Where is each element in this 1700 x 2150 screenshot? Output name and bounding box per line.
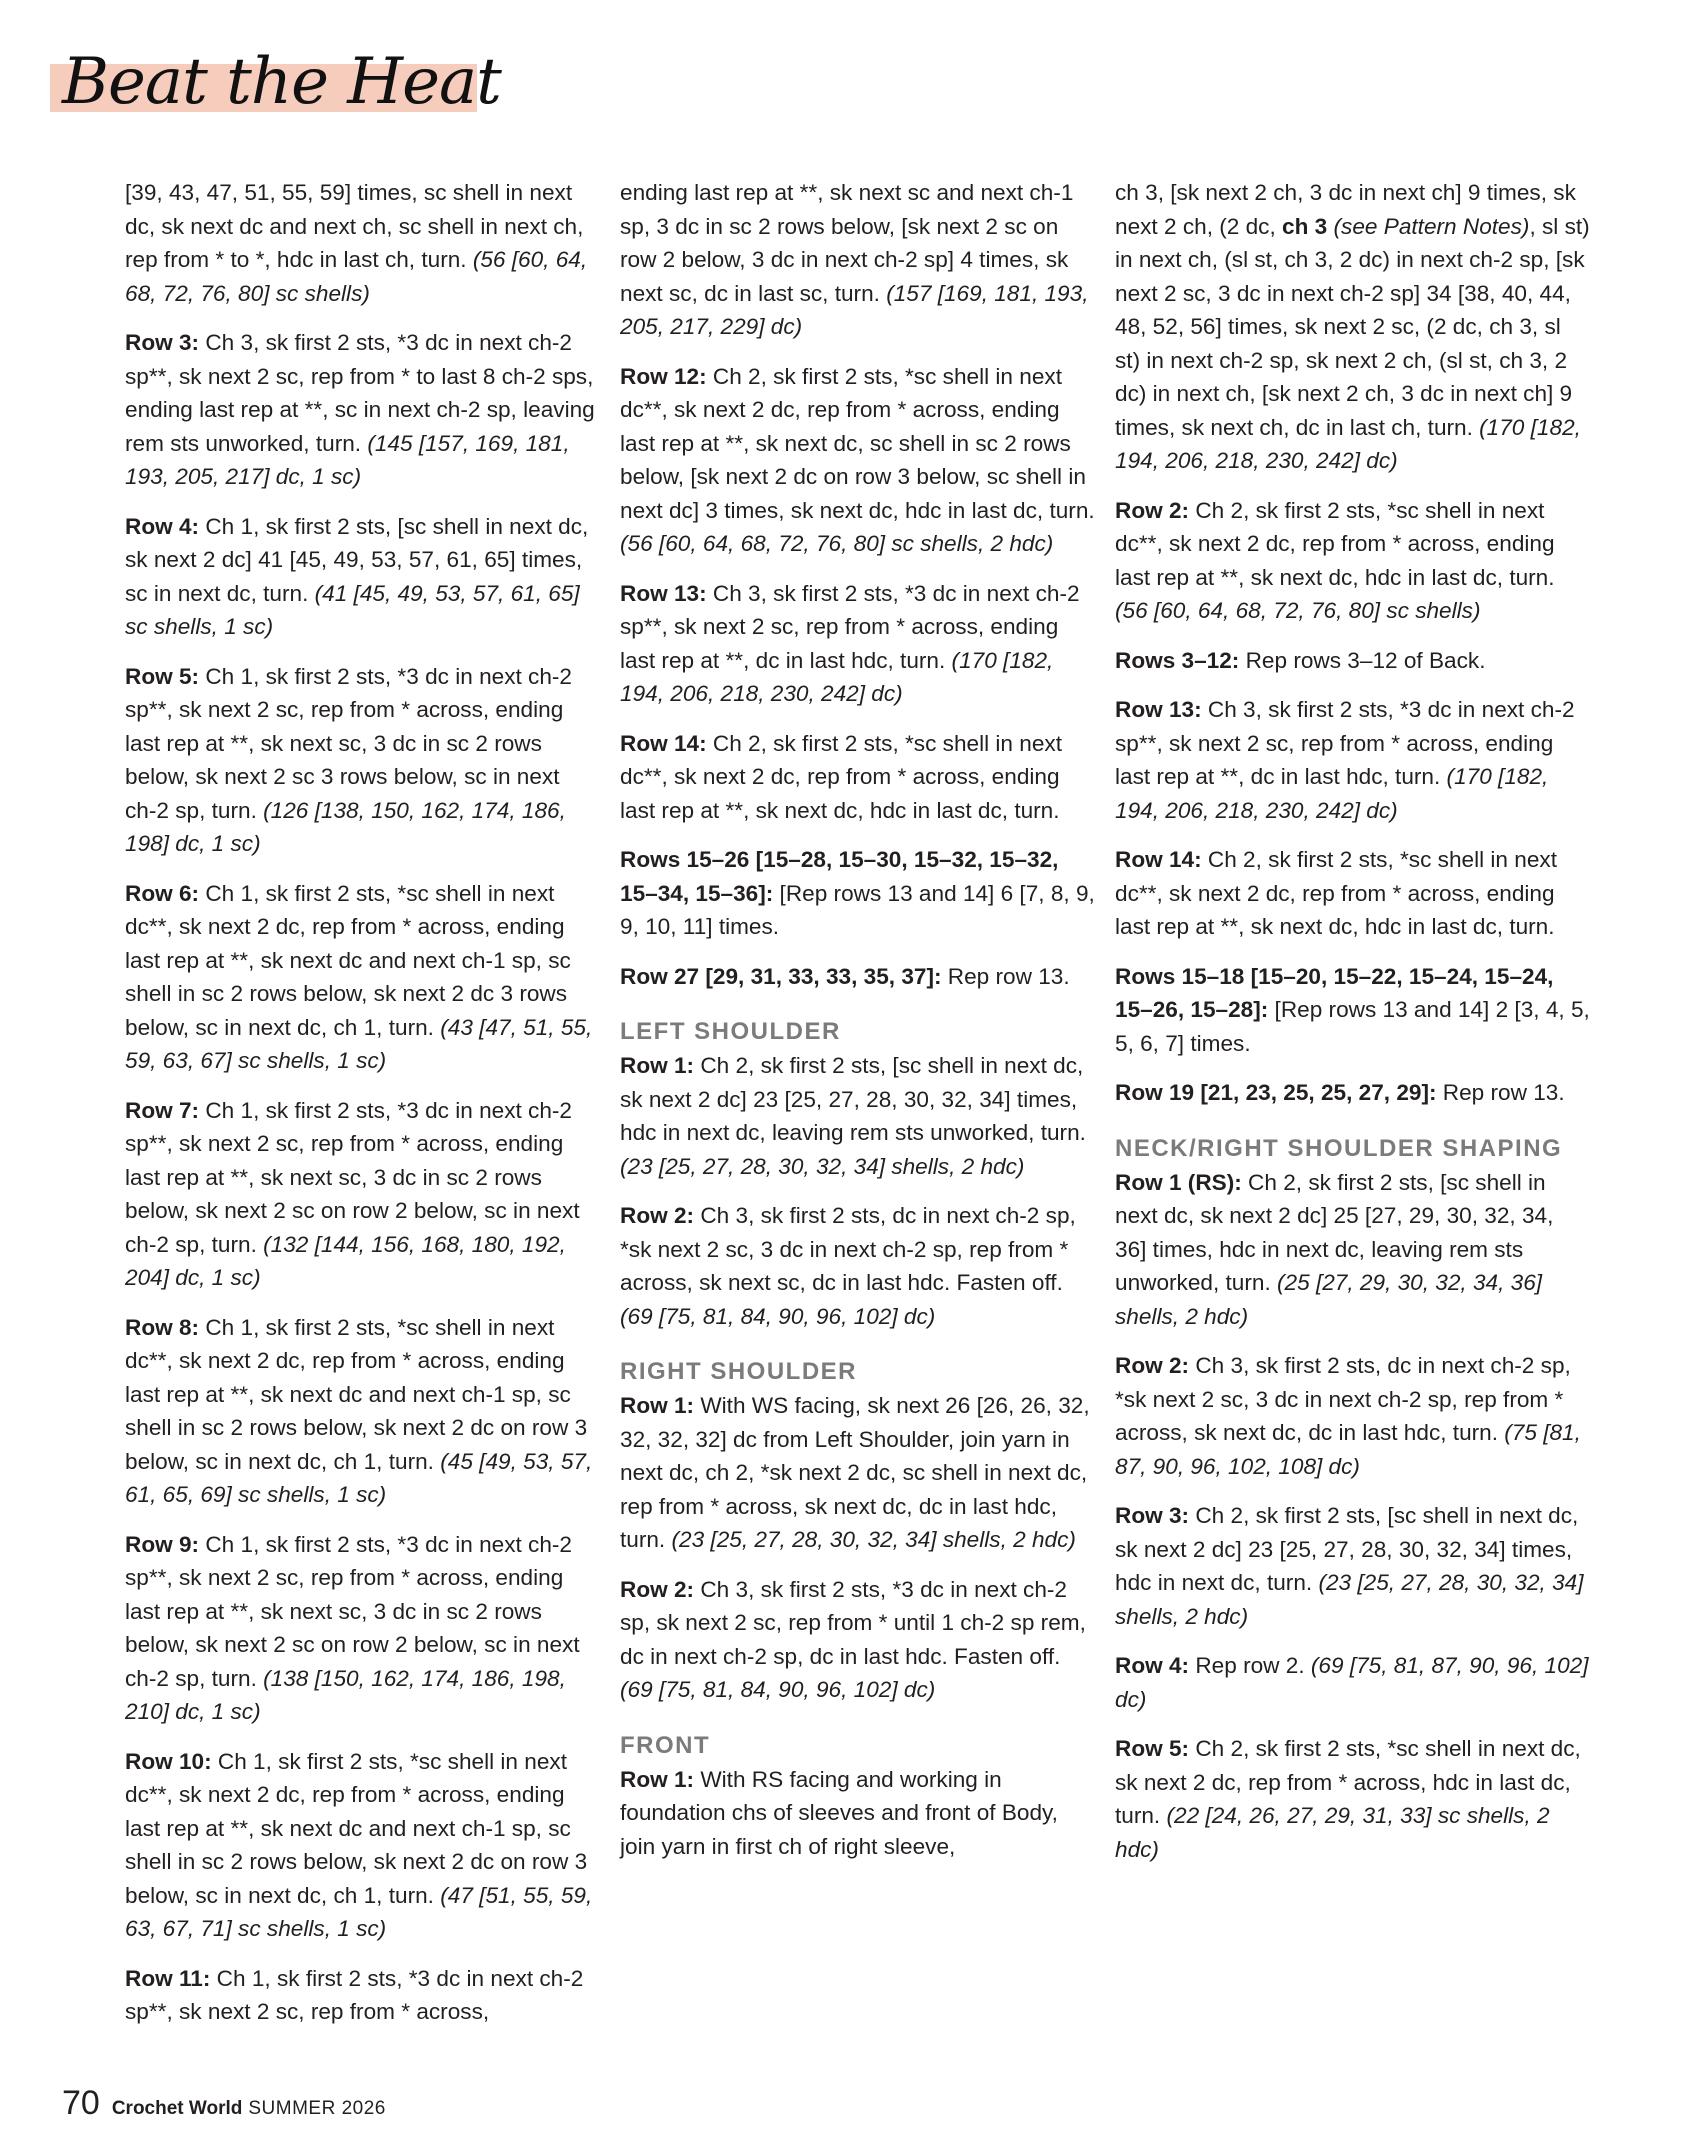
row-text: Ch 1, sk first 2 sts, *sc shell in next dc**, sk next 2 dc, rep from * across, ending last rep at **, sk next dc and next ch-1 sp, sc shell in sc 2 rows below, sk next 2 dc on row 3 below, sc in next dc, ch 1, turn. — [125, 1748, 588, 1908]
row-label: Rows 15–18 [15–20, 15–22, 15–24, 15–24, 15–26, 15–28]: — [1115, 963, 1554, 1022]
row-text: , sl st) in next ch, (sl st, ch 3, 2 dc) in next ch-2 sp, [sk next 2 sc, 3 dc in next ch-2 sp] 34 [38, 40, 44, 48, 52, 56] times, sk next 2 sc, (2 dc, ch 3, sl st) in next ch-2 sp, sk next 2 ch, (sl st, ch 3, 2 dc) in next ch, [sk next 2 ch, 3 dc in next ch] 9 times, sk next ch, dc in last ch, turn. — [1115, 213, 1590, 440]
pattern-row — [620, 960, 1098, 994]
row-label: Row 9: — [125, 1531, 200, 1557]
stitch-count: (23 [25, 27, 28, 30, 32, 34] shells, 2 hdc) — [671, 1527, 1076, 1552]
row-label: Row 2: — [1115, 1353, 1190, 1378]
row-text: Rep row 2. — [1189, 1653, 1311, 1678]
row-text: Rep row 13. — [941, 963, 1070, 989]
pattern-row — [1115, 1649, 1590, 1716]
pattern-row — [1115, 1166, 1590, 1334]
row-label: Row 10: — [125, 1748, 212, 1774]
pattern-row — [620, 577, 1098, 711]
row-text: With WS facing, sk next 26 [26, 26, 32, 32, 32, 32] dc from Left Shoulder, join yarn in next dc, ch 2, *sk next 2 dc, sc shell in next dc, rep from * across, sk next dc, dc in last hdc, turn. — [620, 1393, 1090, 1552]
row-label: Rows 15–26 [15–28, 15–30, 15–32, 15–32, 15–34, 15–36]: — [620, 847, 1059, 906]
row-text: Ch 2, sk first 2 sts, [sc shell in next dc, sk next 2 dc] 23 [25, 27, 28, 30, 32, 34] times, hdc in next dc, turn. — [1115, 1503, 1579, 1595]
row-label: Row 1: — [620, 1393, 695, 1418]
pattern-row — [125, 1962, 595, 2029]
row-text: Ch 1, sk first 2 sts, *3 dc in next ch-2 sp**, sk next 2 sc, rep from * across, — [125, 1965, 584, 2024]
row-text: Ch 1, sk first 2 sts, *3 dc in next ch-2 sp**, sk next 2 sc, rep from * across, ending last rep at **, sk next sc, 3 dc in sc 2 rows below, sk next 2 sc 3 rows below, sc in next ch-2 sp, turn. — [125, 663, 573, 823]
row-text: Ch 3, sk first 2 sts, *3 dc in next ch-2 sp, sk next 2 sc, rep from * until 1 ch-2 sp rem, dc in next ch-2 sp, dc in last hdc. Fasten off. — [620, 1576, 1086, 1669]
pattern-row — [620, 1389, 1098, 1557]
row-label: Row 27 [29, 31, 33, 33, 35, 37]: — [620, 963, 942, 989]
pattern-row — [125, 510, 595, 644]
row-text: [Rep rows 13 and 14] 6 [7, 8, 9, 9, 10, 11] times. — [620, 880, 1095, 939]
section-heading: LEFT SHOULDER — [620, 1018, 841, 1045]
pattern-row — [620, 843, 1098, 944]
stitch-count: (132 [144, 156, 168, 180, 192, 204] dc, 1 sc) — [125, 1231, 566, 1290]
column-2 — [620, 176, 1098, 1879]
pattern-row — [1115, 693, 1590, 827]
section-heading: FRONT — [620, 1731, 711, 1759]
stitch-count: (157 [169, 181, 193, 205, 217, 229] dc) — [620, 280, 1089, 339]
row-label: Row 14: — [1115, 847, 1202, 872]
row-label: Rows 3–12: — [1115, 647, 1240, 673]
header-title: Beat the Heat — [62, 45, 501, 119]
row-text: Ch 3, sk first 2 sts, *3 dc in next ch-2 sp**, sk next 2 sc, rep from * to last 8 ch-2 sps, ending last rep at **, sc in next ch-2 sp, leaving rem sts unworked, turn. — [125, 330, 595, 456]
stitch-count: (47 [51, 55, 59, 63, 67, 71] sc shells, 1 sc) — [125, 1882, 593, 1941]
row-bold-term: ch 3 — [1282, 213, 1328, 239]
stitch-count: (23 [25, 27, 28, 30, 32, 34] shells, 2 hdc) — [620, 1153, 1025, 1179]
row-text: With RS facing and working in foundation chs of sleeves and front of Body, join yarn in first ch of right sleeve, — [620, 1766, 1058, 1859]
pattern-row — [1115, 1076, 1590, 1110]
section-heading: NECK/RIGHT SHOULDER SHAPING — [1115, 1134, 1563, 1162]
row-label: Row 19 [21, 23, 25, 25, 27, 29]: — [1115, 1080, 1437, 1105]
row-text: [Rep rows 13 and 14] 2 [3, 4, 5, 5, 6, 7] times. — [1115, 997, 1590, 1056]
row-label: Row 11: — [125, 1965, 211, 1991]
pattern-row — [1115, 1499, 1590, 1633]
stitch-count: (43 [47, 51, 55, 59, 63, 67] sc shells, 1 sc) — [125, 1014, 593, 1073]
pattern-row — [125, 1528, 595, 1729]
stitch-count: (41 [45, 49, 53, 57, 61, 65] sc shells, 1 sc) — [125, 580, 580, 639]
page-number: 70 — [62, 2084, 100, 2122]
stitch-count: (170 [182, 194, 206, 218, 230, 242] dc) — [620, 647, 1054, 706]
pattern-row — [620, 1573, 1098, 1707]
row-label: Row 1 (RS): — [1115, 1169, 1242, 1195]
pattern-row — [125, 877, 595, 1078]
pattern-row — [1115, 644, 1590, 678]
pattern-row — [1115, 960, 1590, 1061]
row-text: Ch 1, sk first 2 sts, *sc shell in next dc**, sk next 2 dc, rep from * across, ending last rep at **, sk next dc and next ch-1 sp, sc shell in sc 2 rows below, sk next 2 dc 3 rows below, sc in next dc, ch 1, turn. — [125, 880, 571, 1040]
pattern-row — [125, 1745, 595, 1946]
pattern-row — [620, 1049, 1098, 1183]
row-text: [39, 43, 47, 51, 55, 59] times, sc shell in next dc, sk next dc and next ch, sc shell in next ch, rep from * to *, hdc in last ch, turn. — [125, 180, 584, 272]
pattern-row — [620, 1199, 1098, 1333]
row-label: Row 13: — [620, 580, 707, 606]
pattern-row — [1115, 1349, 1590, 1483]
stitch-count: (25 [27, 29, 30, 32, 34, 36] shells, 2 hdc) — [1115, 1270, 1543, 1329]
row-label: Row 4: — [125, 513, 200, 539]
pattern-row — [1115, 1732, 1590, 1866]
stitch-count: (45 [49, 53, 57, 61, 65, 69] sc shells, 1 sc) — [125, 1448, 593, 1507]
row-label: Row 12: — [620, 363, 707, 389]
pattern-row — [125, 1094, 595, 1295]
row-label: Row 2: — [620, 1576, 695, 1602]
row-text: Ch 2, sk first 2 sts, *sc shell in next dc, sk next 2 dc, rep from * across, hdc in last dc, turn. — [1115, 1736, 1581, 1828]
pattern-row — [620, 1763, 1098, 1864]
stitch-count: (69 [75, 81, 84, 90, 96, 102] dc) — [620, 1303, 936, 1329]
footer — [62, 2084, 386, 2124]
pattern-row — [620, 176, 1098, 344]
stitch-count: (170 [182, 194, 206, 218, 230, 242] dc) — [1115, 414, 1581, 473]
pattern-row — [1115, 494, 1590, 628]
pattern-row — [125, 660, 595, 861]
row-label: Row 7: — [125, 1097, 200, 1123]
row-label: Row 6: — [125, 880, 200, 906]
row-text: Ch 2, sk first 2 sts, *sc shell in next dc**, sk next 2 dc, rep from * across, ending last rep at **, sk next dc, hdc in last dc, turn. — [1115, 497, 1555, 590]
issue-label: SUMMER 2026 — [248, 2098, 386, 2119]
row-text: Ch 2, sk first 2 sts, *sc shell in next dc**, sk next 2 dc, rep from * across, ending last rep at **, sk next dc, sc shell in sc 2 rows below, [sk next 2 dc on row 3 below, sc shell in next dc] 3 times, sk next dc, hdc in last dc, turn. — [620, 363, 1095, 523]
stitch-count: (69 [75, 81, 84, 90, 96, 102] dc) — [620, 1677, 936, 1702]
stitch-count: (138 [150, 162, 174, 186, 198, 210] dc, 1 sc) — [125, 1665, 566, 1724]
pattern-row — [1115, 843, 1590, 944]
row-text: Ch 3, sk first 2 sts, dc in next ch-2 sp, *sk next 2 sc, 3 dc in next ch-2 sp, rep from * across, sk next dc, dc in last hdc, turn. — [1115, 1353, 1571, 1445]
row-text: Ch 1, sk first 2 sts, *sc shell in next dc**, sk next 2 dc, rep from * across, ending last rep at **, sk next dc and next ch-1 sp, sc shell in sc 2 rows below, sk next 2 dc on row 3 below, sc in next dc, ch 1, turn. — [125, 1314, 588, 1474]
stitch-count: (69 [75, 81, 87, 90, 96, 102] dc) — [1115, 1653, 1589, 1712]
row-text: Ch 3, sk first 2 sts, *3 dc in next ch-2 sp**, sk next 2 sc, rep from * across, ending last rep at **, dc in last hdc, turn. — [1115, 697, 1575, 789]
row-label: Row 14: — [620, 730, 707, 756]
stitch-count: (56 [60, 64, 68, 72, 76, 80] sc shells, 2 hdc) — [620, 531, 1054, 556]
row-text: Rep rows 3–12 of Back. — [1239, 647, 1486, 673]
row-text: Ch 1, sk first 2 sts, *3 dc in next ch-2 sp**, sk next 2 sc, rep from * across, ending last rep at **, sk next sc, 3 dc in sc 2 rows below, sk next 2 sc on row 2 below, sc in next ch-2 sp, turn. — [125, 1531, 580, 1691]
row-text: Ch 2, sk first 2 sts, *sc shell in next dc**, sk next 2 dc, rep from * across, ending last rep at **, sk next dc, hdc in last dc, turn. — [620, 730, 1062, 823]
pattern-row — [620, 727, 1098, 828]
row-text: Ch 2, sk first 2 sts, [sc shell in next dc, sk next 2 dc] 25 [27, 29, 30, 32, 34, 36] times, hdc in next dc, leaving rem sts unworked, turn. — [1115, 1169, 1554, 1295]
row-text: ch 3, [sk next 2 ch, 3 dc in next ch] 9 times, sk next 2 ch, (2 dc, — [1115, 180, 1576, 239]
column-1 — [125, 176, 595, 2045]
stitch-count: (170 [182, 194, 206, 218, 230, 242] dc) — [1115, 764, 1549, 823]
row-text: Rep row 13. — [1436, 1080, 1565, 1105]
stitch-count: (145 [157, 169, 181, 193, 205, 217] dc, 1 sc) — [125, 430, 570, 489]
row-text: Ch 3, sk first 2 sts, *3 dc in next ch-2 sp**, sk next 2 sc, rep from * across, ending last rep at **, dc in last hdc, turn. — [620, 580, 1080, 673]
pattern-row — [125, 326, 595, 494]
column-3 — [1115, 176, 1590, 1882]
stitch-count: (75 [81, 87, 90, 96, 102, 108] dc) — [1115, 1420, 1581, 1479]
row-label: Row 1: — [620, 1053, 695, 1078]
row-label: Row 2: — [1115, 497, 1190, 523]
row-label: Row 5: — [1115, 1736, 1190, 1761]
row-label: Row 4: — [1115, 1653, 1190, 1678]
row-label: Row 13: — [1115, 697, 1202, 722]
stitch-count: (22 [24, 26, 27, 29, 31, 33] sc shells, 2 hdc) — [1115, 1803, 1550, 1862]
row-label: Row 3: — [1115, 1503, 1190, 1528]
row-text: Ch 1, sk first 2 sts, [sc shell in next dc, sk next 2 dc] 41 [45, 49, 53, 57, 61, 65] times, sc in next dc, turn. — [125, 513, 589, 606]
magazine-name: Crochet World — [111, 2098, 243, 2119]
pattern-row — [620, 360, 1098, 561]
row-text: Ch 2, sk first 2 sts, [sc shell in next dc, sk next 2 dc] 23 [25, 27, 28, 30, 32, 34] times, hdc in next dc, leaving rem sts unworked, turn. — [620, 1053, 1086, 1145]
stitch-count: (126 [138, 150, 162, 174, 186, 198] dc, 1 sc) — [125, 797, 566, 856]
pattern-row — [125, 176, 595, 310]
row-label: Row 5: — [125, 663, 200, 689]
row-text: ending last rep at **, sk next sc and next ch-1 sp, 3 dc in sc 2 rows below, [sk next 2 sc on row 2 below, 3 dc in next ch-2 sp] 4 times, sk next sc, dc in last sc, turn. — [620, 180, 1074, 306]
row-label: Row 1: — [620, 1766, 695, 1792]
row-text: Ch 2, sk first 2 sts, *sc shell in next dc**, sk next 2 dc, rep from * across, ending last rep at **, sk next dc, hdc in last dc, turn. — [1115, 847, 1557, 939]
row-inline-note: (see Pattern Notes) — [1327, 213, 1530, 239]
stitch-count: (23 [25, 27, 28, 30, 32, 34] shells, 2 hdc) — [1115, 1570, 1584, 1629]
row-text: Ch 3, sk first 2 sts, dc in next ch-2 sp, *sk next 2 sc, 3 dc in next ch-2 sp, rep from * across, sk next sc, dc in last hdc. Fasten off. — [620, 1203, 1076, 1295]
stitch-count: (56 [60, 64, 68, 72, 76, 80] sc shells) — [1115, 598, 1481, 623]
pattern-row — [125, 1311, 595, 1512]
section-heading: RIGHT SHOULDER — [620, 1358, 857, 1385]
row-label: Row 2: — [620, 1203, 695, 1228]
row-label: Row 3: — [125, 330, 200, 355]
pattern-row — [1115, 176, 1590, 478]
stitch-count: (56 [60, 64, 68, 72, 76, 80] sc shells) — [125, 247, 588, 306]
row-text: Ch 1, sk first 2 sts, *3 dc in next ch-2 sp**, sk next 2 sc, rep from * across, ending last rep at **, sk next sc, 3 dc in sc 2 rows below, sk next 2 sc on row 2 below, sc in next ch-2 sp, turn. — [125, 1097, 580, 1257]
row-label: Row 8: — [125, 1314, 200, 1340]
